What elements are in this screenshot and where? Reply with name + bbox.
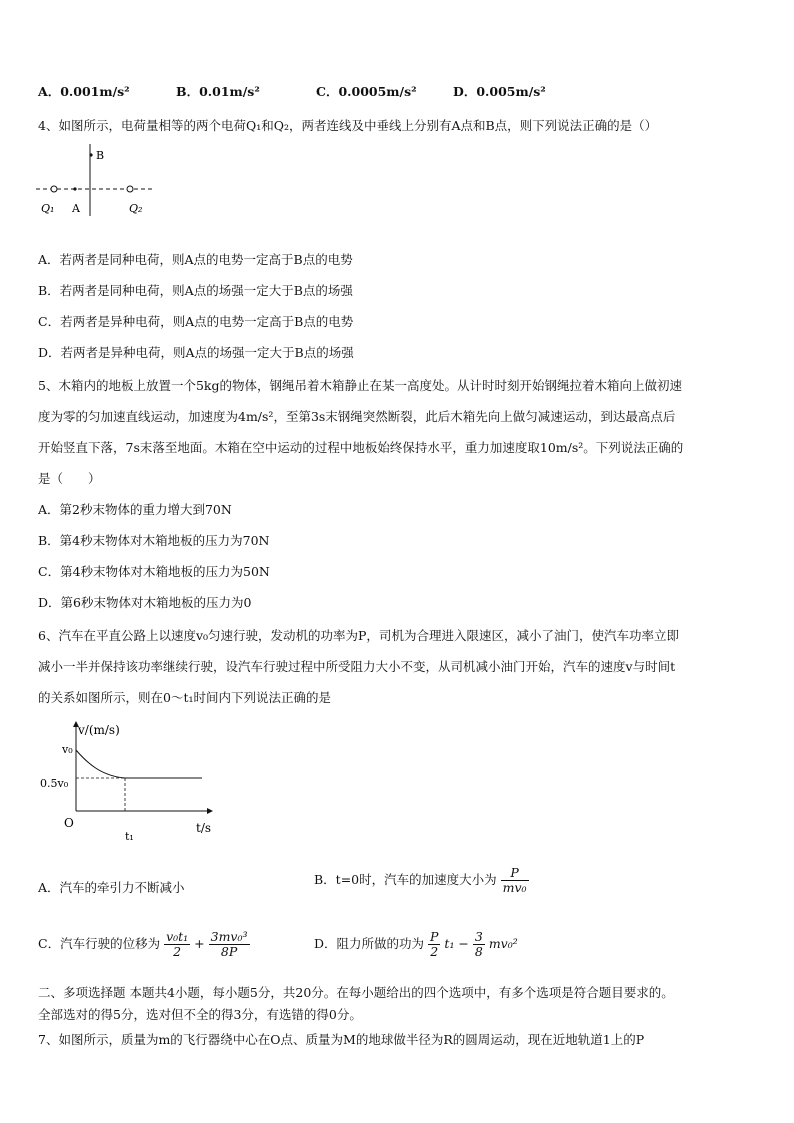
q3-option-a: A．0.001m/s² bbox=[38, 84, 130, 99]
q6-line-3: 的关系如图所示，则在0～t₁时间内下列说法正确的是 bbox=[38, 690, 331, 705]
q7-line-1: 7、如图所示，质量为m的飞行器绕中心在O点、质量为M的地球做半径为R的圆周运动，现在近地轨道1上的P bbox=[38, 1032, 645, 1047]
q6-option-d-f1-numerator: P bbox=[430, 929, 439, 944]
q3-option-d: D．0.005m/s² bbox=[453, 84, 546, 99]
q6-option-b bbox=[314, 866, 529, 895]
q3-option-c: C．0.0005m/s² bbox=[316, 84, 417, 99]
q6-option-d-f2-denominator: 8 bbox=[474, 944, 483, 959]
q6-option-c-f2-numerator: 3mv₀³ bbox=[210, 929, 248, 944]
q6-option-d-middle: t₁ − bbox=[444, 936, 469, 951]
origin-label: O bbox=[64, 816, 74, 830]
label-b: B bbox=[96, 149, 105, 162]
q6-option-b-numerator: P bbox=[501, 866, 529, 881]
label-q1: Q₁ bbox=[41, 202, 55, 215]
q5-option-d: D．第6秒末物体对木箱地板的压力为0 bbox=[38, 595, 252, 610]
q6-option-d-prefix: D．阻力所做的功为 bbox=[314, 936, 425, 951]
q6-option-c-fraction-2 bbox=[209, 930, 250, 959]
q6-option-c-f1-numerator: v₀t₁ bbox=[166, 929, 189, 944]
q6-option-b-prefix: B．t=0时，汽车的加速度大小为 bbox=[314, 872, 497, 887]
q6-option-d-fraction-1 bbox=[428, 930, 440, 959]
v0-label: v₀ bbox=[62, 743, 73, 756]
section2-line-2: 全部选对的得5分，选对但不全的得3分，有选错的得0分。 bbox=[38, 1007, 362, 1022]
q6-option-a: A．汽车的牵引力不断减小 bbox=[38, 880, 185, 895]
q5-option-c: C．第4秒末物体对木箱地板的压力为50N bbox=[38, 564, 270, 579]
q6-option-d-f2-numerator: 3 bbox=[474, 929, 483, 944]
q6-option-d bbox=[314, 930, 518, 959]
point-a bbox=[73, 187, 76, 190]
point-b bbox=[89, 153, 92, 156]
t1-label: t₁ bbox=[125, 830, 134, 843]
q5-line-2: 度为零的匀加速直线运动，加速度为4m/s²，至第3s末钢绳突然断裂，此后木箱先向上做匀减速运动，到达最高点后 bbox=[38, 409, 676, 424]
charge-q2 bbox=[127, 186, 133, 192]
q5-line-1: 5、木箱内的地板上放置一个5kg的物体，钢绳吊着木箱静止在某一高度处。从计时时刻开始钢绳拉着木箱向上做初速 bbox=[38, 378, 682, 393]
q6-option-c-f1-denominator: 2 bbox=[173, 944, 182, 959]
section2-line-1: 二、多项选择题 本题共4小题，每小题5分，共20分。在每小题给出的四个选项中，有多个选项是符合题目要求的。 bbox=[38, 985, 674, 1000]
half-v0-label: 0.5v₀ bbox=[40, 777, 69, 790]
q6-line-2: 减小一半并保持该功率继续行驶，设汽车行驶过程中所受阻力大小不变，从司机减小油门开始，汽车的速度v与时间t bbox=[38, 659, 676, 674]
q6-option-c-prefix: C．汽车行驶的位移为 bbox=[38, 936, 161, 951]
v-axis-label: v/(m/s) bbox=[78, 723, 120, 737]
q5-option-b: B．第4秒末物体对木箱地板的压力为70N bbox=[38, 533, 270, 548]
q6-option-c-plus: + bbox=[194, 936, 205, 951]
q6-option-d-tail: mv₀² bbox=[488, 936, 518, 951]
q6-option-c-f2-denominator: 8P bbox=[220, 944, 238, 959]
q4-option-d: D．若两者是异种电荷，则A点的场强一定大于B点的场强 bbox=[38, 345, 354, 360]
q6-velocity-time-graph bbox=[36, 716, 226, 846]
q3-option-b: B．0.01m/s² bbox=[176, 84, 260, 99]
q6-option-c bbox=[38, 930, 250, 959]
t-axis-label: t/s bbox=[196, 821, 212, 835]
q4-stem: 4、如图所示，电荷量相等的两个电荷Q₁和Q₂，两者连线及中垂线上分别有A点和B点，则下列说法正确的是（） bbox=[38, 118, 658, 133]
q4-option-a: A．若两者是同种电荷，则A点的电势一定高于B点的电势 bbox=[38, 252, 353, 267]
label-q2: Q₂ bbox=[129, 202, 143, 215]
q6-option-d-f1-denominator: 2 bbox=[430, 944, 439, 959]
q4-option-c: C．若两者是异种电荷，则A点的电势一定高于B点的电势 bbox=[38, 314, 354, 329]
q5-line-3: 开始竖直下落，7s末落至地面。木箱在空中运动的过程中地板始终保持水平，重力加速度取10m/s²。下列说法正确的 bbox=[38, 440, 684, 455]
q6-option-b-fraction bbox=[501, 866, 529, 895]
q6-line-1: 6、汽车在平直公路上以速度v₀匀速行驶，发动机的功率为P，司机为合理进入限速区，减小了油门，使汽车功率立即 bbox=[38, 628, 679, 643]
q4-option-b: B．若两者是同种电荷，则A点的场强一定大于B点的场强 bbox=[38, 283, 353, 298]
q5-line-4: 是（ ） bbox=[38, 471, 101, 486]
q6-option-c-fraction-1 bbox=[164, 930, 190, 959]
q5-option-a: A．第2秒末物体的重力增大到70N bbox=[38, 502, 232, 517]
q6-option-d-fraction-2 bbox=[473, 930, 485, 959]
q4-charge-figure bbox=[30, 140, 170, 220]
label-a: A bbox=[72, 202, 80, 215]
charge-q1 bbox=[51, 186, 57, 192]
q6-option-b-denominator: mv₀ bbox=[502, 880, 527, 895]
velocity-curve bbox=[76, 750, 125, 778]
